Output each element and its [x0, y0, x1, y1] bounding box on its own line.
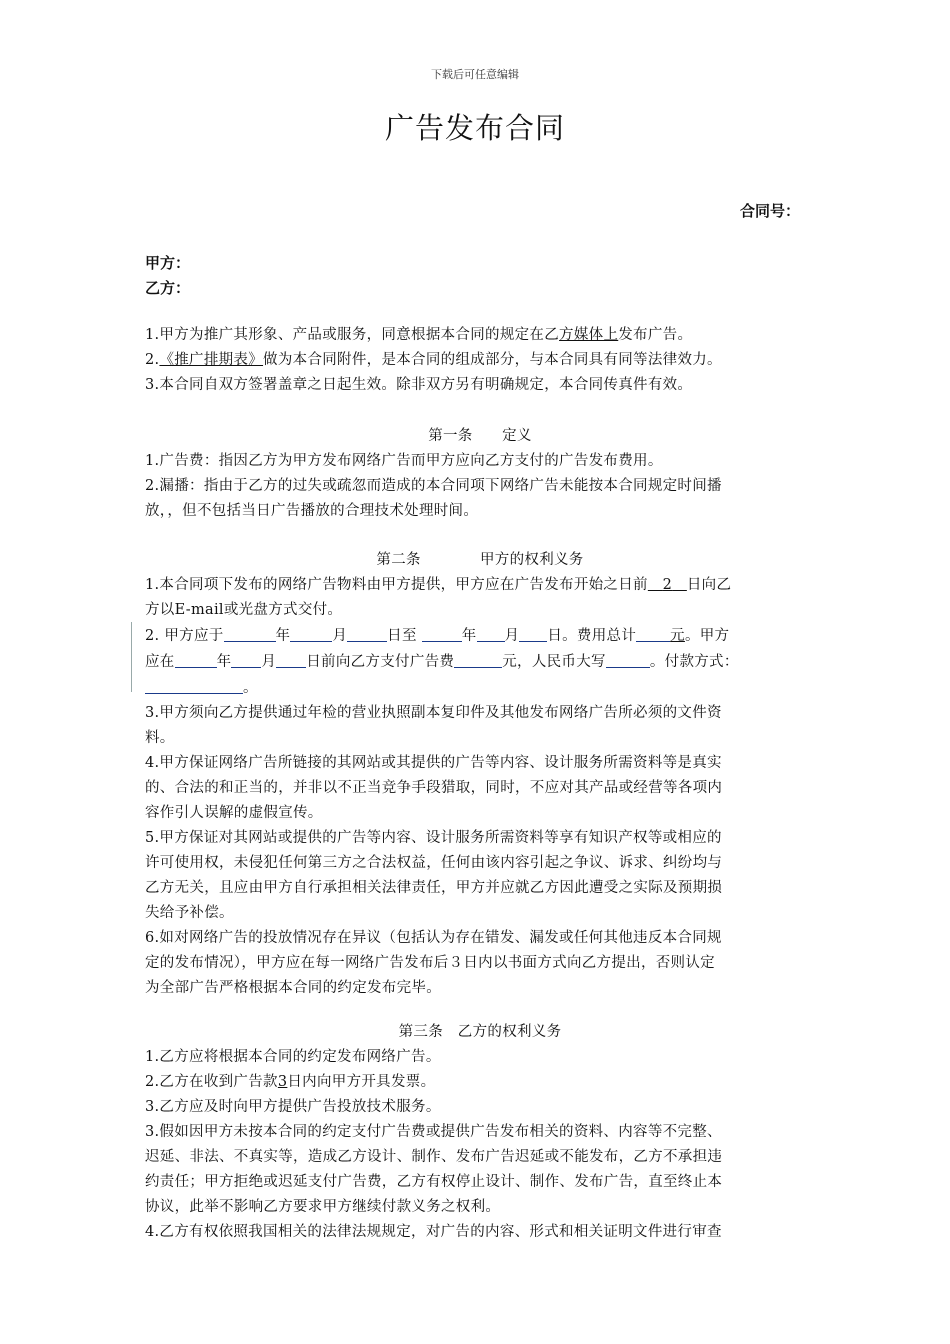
article-1-clause: 1.广告费：指因乙方为甲方发布网络广告而甲方应向乙方支付的广告发布费用。 [145, 453, 663, 469]
text: 月 [504, 628, 520, 644]
article-3-clause: 迟延、非法、不真实等，造成乙方设计、制作、发布广告迟延或不能发布，乙方不承担违 [145, 1149, 723, 1165]
article-2-clause-5: 失给予补偿。 [145, 905, 234, 921]
text: 做为本合同附件，是本合同的组成部分，与本合同具有同等法律效力。 [263, 352, 722, 368]
article-2-clause-2-cont [145, 675, 815, 701]
text: 年 [275, 628, 291, 644]
text: 。甲方 [684, 628, 730, 644]
article-1-clause: 2.漏播：指由于乙方的过失或疏忽而造成的本合同项下网络广告未能按本合同规定时间播 [145, 478, 722, 494]
article-2-clause-3: 3.甲方须向乙方提供通过年检的营业执照副本复印件及其他发布网络广告所必须的文件资 [145, 705, 722, 721]
article-2-clause-3: 料。 [145, 730, 175, 746]
text: 2. 甲方应于 [145, 628, 224, 644]
text: 1.甲方为推广其形象、产品或服务，同意根据本合同的规定在乙 [145, 327, 560, 343]
month-blank[interactable] [231, 649, 261, 668]
year-blank[interactable] [175, 649, 217, 668]
rmb-uppercase-blank[interactable] [606, 649, 650, 668]
article-2-clause-4: 4.甲方保证网络广告所链接的其网站或其提供的广告等内容、设计服务所需资料等是真实 [145, 755, 722, 771]
text: 日向乙 [686, 577, 732, 593]
article-2-clause-1-cont: 方以E-mail或光盘方式交付。 [145, 602, 343, 618]
text: 月 [261, 654, 277, 670]
article-3-clause: 3.假如因甲方未按本合同的约定支付广告费或提供广告发布相关的资料、内容等不完整、 [145, 1124, 722, 1140]
article-2-clause-5: 乙方无关，且应由甲方自行承担相关法律责任，甲方并应就乙方因此遭受之实际及预期损 [145, 880, 723, 896]
underlined-text: 元 [670, 628, 685, 644]
text: 元，人民币大写 [502, 654, 606, 670]
article-2-clause-4: 容作引人误解的虚假宣传。 [145, 805, 323, 821]
text: 日前向乙方支付广告费 [306, 654, 455, 670]
text: 月 [332, 628, 348, 644]
payment-method-blank[interactable] [145, 675, 243, 694]
fee-amount-blank[interactable] [454, 649, 502, 668]
underlined-text: 方媒体上 [559, 327, 619, 343]
article-1 [145, 424, 815, 524]
article-3-clause [145, 1070, 815, 1095]
article-3-heading: 第三条 乙方的权利义务 [398, 1024, 562, 1040]
intro-clause-2 [145, 348, 815, 373]
article-1-clause: 放，，但不包括当日广告播放的合理技术处理时间。 [145, 503, 479, 519]
year-blank[interactable] [224, 623, 276, 642]
article-2 [145, 548, 815, 1001]
text: 日至 [387, 628, 417, 644]
article-2-clause-6: 为全部广告严格根据本合同的约定发布完毕。 [145, 980, 441, 996]
article-3-clause: 3.乙方应及时向甲方提供广告投放技术服务。 [145, 1099, 441, 1115]
text: 日。费用总计 [547, 628, 637, 644]
article-3 [145, 1020, 815, 1245]
article-2-clause-5: 5.甲方保证对其网站或提供的广告等内容、设计服务所需资料等享有知识产权等或相应的 [145, 830, 722, 846]
intro-clause-3: 3.本合同自双方签署盖章之日起生效。除非双方另有明确规定，本合同传真件有效。 [145, 377, 693, 393]
article-2-clause-2 [145, 623, 815, 649]
days-number: 2 [662, 577, 673, 593]
day-blank[interactable] [276, 649, 306, 668]
text: 年 [216, 654, 232, 670]
day-blank[interactable] [519, 623, 547, 642]
header-note: 下载后可任意编辑 [431, 68, 519, 81]
article-3-clause: 约责任；甲方拒绝或迟延支付广告费，乙方有权停止设计、制作、发布广告，直至终止本 [145, 1174, 723, 1190]
article-2-clause-2-cont [145, 649, 815, 675]
year-blank[interactable] [422, 623, 462, 642]
text: 2. [145, 352, 160, 368]
page-title: 广告发布合同 [384, 111, 565, 145]
article-2-clause-4: 的、合法的和正当的，并非以不正当竞争手段猎取，同时，不应对其产品或经营等各项内 [145, 780, 723, 796]
article-2-clause-6: 6.如对网络广告的投放情况存在异议（包括认为存在错发、漏发或任何其他违反本合同规 [145, 930, 722, 946]
text: 1.本合同项下发布的网络广告物料由甲方提供，甲方应在广告发布开始之日前 [145, 577, 648, 593]
text: 。付款方式： [649, 654, 739, 670]
margin-mark [131, 622, 132, 692]
text: 发布广告。 [618, 327, 693, 343]
intro-clause-1 [145, 323, 815, 348]
article-1-heading: 第一条 定义 [428, 428, 532, 444]
article-2-heading: 第二条 甲方的权利义务 [376, 552, 584, 568]
month-blank[interactable] [290, 623, 332, 642]
text: 年 [461, 628, 477, 644]
party-a-label: 甲方： [145, 254, 191, 272]
underlined-text: 《推广排期表》 [159, 352, 264, 368]
article-2-clause-6: 定的发布情况），甲方应在每一网络广告发布后３日内以书面方式向乙方提出，否则认定 [145, 955, 715, 971]
text: 2.乙方在收到广告款 [145, 1074, 278, 1090]
article-3-clause: 1.乙方应将根据本合同的约定发布网络广告。 [145, 1049, 441, 1065]
party-b-label: 乙方： [145, 279, 191, 297]
month-blank[interactable] [477, 623, 505, 642]
contract-number-label: 合同号： [740, 202, 801, 220]
total-fee-blank[interactable] [636, 623, 670, 642]
article-2-clause-1 [145, 573, 815, 598]
days-value [648, 577, 687, 593]
article-3-clause: 4.乙方有权依照我国相关的法律法规规定，对广告的内容、形式和相关证明文件进行审查 [145, 1224, 722, 1240]
text: 应在 [145, 654, 175, 670]
article-2-clause-5: 许可使用权，未侵犯任何第三方之合法权益，任何由该内容引起之争议、诉求、纠纷均与 [145, 855, 723, 871]
underlined-text: 3 [277, 1074, 288, 1090]
text: 。 [243, 680, 258, 696]
day-blank[interactable] [347, 623, 387, 642]
article-3-clause: 协议，此举不影响乙方要求甲方继续付款义务之权利。 [145, 1199, 501, 1215]
intro-section [145, 323, 815, 398]
text: 日内向甲方开具发票。 [287, 1074, 436, 1090]
